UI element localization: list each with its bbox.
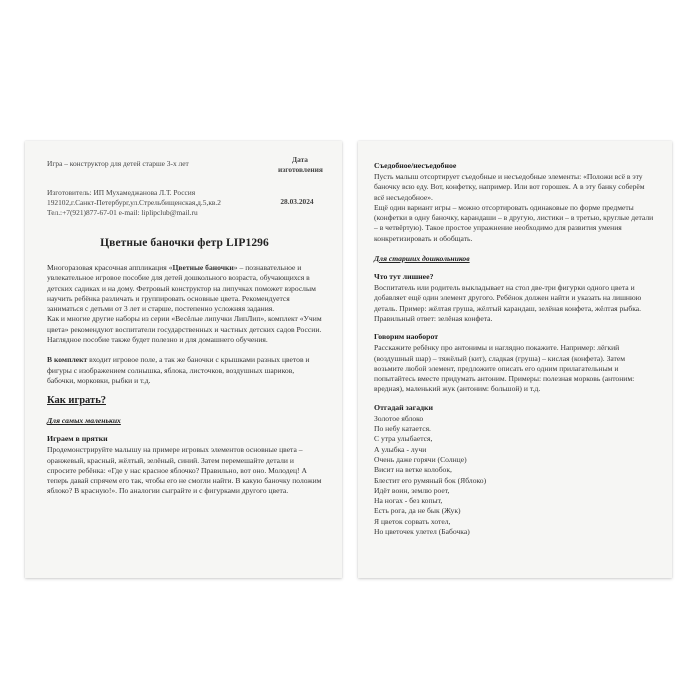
intro-paragraph [47, 263, 322, 314]
riddle-line: Идёт воин, землю роет, [374, 485, 450, 495]
manufacturer-address: 192102,г.Санкт-Петербург,ул.Стрельбищенская,д.5,кв.2 [47, 198, 221, 207]
date-label-line-1: Дата [291, 155, 308, 164]
instruction-sheet-left [25, 141, 342, 578]
manufacturer-line: Изготовитель: ИП Мухамеджанова Л.Т. Россия [47, 188, 196, 197]
hide-and-seek-text: Продемонстрируйте малышу на примере игровых элементов основные цвета – оранжевый, красный, жёлтый, зелёный, синий. Затем перемешайте детали и спросите ребёнка: «Где у нас красное яблочко? Правильно, вот оно. Молодец! А теперь давай спрячем его так, чтобы его не смогли найти. В какую баночку положим яблоко? В красную!». По аналогии сыграйте и с фигурками другого цвета. [47, 445, 322, 496]
youngest-heading: Для самых маленьких [47, 416, 121, 426]
riddles-heading: Отгадай загадки [374, 402, 434, 412]
riddle-line: По небу катается. [374, 424, 431, 434]
riddle-line: На ногах - без копыт, [374, 496, 443, 506]
riddle-line: Очень даже горячи (Солнце) [374, 454, 467, 464]
riddle-line: Но цветочек улетел (Бабочка) [374, 527, 470, 537]
odd-one-out-heading: Что тут лишнее? [374, 272, 434, 282]
riddle-line: Золотое яблоко [374, 413, 424, 423]
manufacturer-contacts: Тел.:+7(921)877-67-01 e-mail: liplipclub@mail.ru [47, 208, 198, 217]
riddles-list [374, 414, 656, 538]
opposites-text: Расскажите ребёнку про антонимы и наглядно покажите. Например: лёгкий (воздушный шар) – тяжёлый (кит), сладкая (груша) – кислая (конфета). Затем возьмите любой элемент, предложите описать его одним прилагательным и попытайтесь вместе придумать антоним. Примеры: полезная морковь (антоним: вредная), маленький жук (антоним: большой) и т.д. [374, 343, 635, 394]
intro-product-name: Цветные баночки [172, 263, 234, 272]
hide-and-seek-heading: Играем в прятки [47, 434, 108, 444]
game-description: Игра – конструктор для детей старше 3-х лет [47, 159, 189, 168]
riddle-line: А улыбка - лучи [374, 444, 427, 454]
date-label [278, 155, 322, 174]
kit-paragraph [47, 355, 322, 386]
riddle-line: Я цветок сорвать хотел, [374, 516, 451, 526]
edible-text: Пусть малыш отсортирует съедобные и несъедобные элементы: «Положи всё в эту баночку всю еду. Вот, конфетку, например. Или вот горошек. А в эту банку соберём всё несъедобное». [374, 172, 645, 202]
product-title: Цветные баночки фетр LIP1296 [100, 237, 269, 249]
variant-text: Ещё один вариант игры – можно отсортировать одинаковые по форме предметы (конфетки в одну баночку, карандаши – в другую, листики – в третью, круглые детали – в четвёртую). Такое простое упражнение необходимо для развития умения конкретизировать и обобщать. [374, 202, 654, 243]
older-kids-heading: Для старших дошкольников [374, 254, 470, 264]
intro-text-end: » – познавательное и увлекательное игровое пособие для детей дошкольного возраста, обучающихся в детских садиках и на дому. Фетровый конструктор на липучках поможет взрослым научить ребёнка различать и группировать основные цвета. Рекомендуется заниматься с детьми от 3 лет и старше, постепенно усложняя задания. [47, 263, 316, 314]
opposites-heading: Говорим наоборот [374, 332, 439, 342]
date-label-line-2: изготовления [278, 164, 323, 174]
kit-label: В комплект [47, 355, 88, 365]
manufacturer-info [47, 188, 261, 218]
riddle-line: Есть рога, да не бык (Жук) [374, 506, 461, 516]
how-to-play-heading: Как играть? [47, 395, 106, 407]
instruction-sheet-right [358, 141, 672, 578]
manufacture-date: 28.03.2024 [280, 197, 314, 206]
kit-text: входит игровое поле, а так же баночки с крышками разных цветов и фигуры с изображением солнышка, яблока, листочков, воздушных шариков, бабочки, морковки, рыбки и т.д. [47, 355, 310, 385]
riddle-line: Блестит его румяный бок (Яблоко) [374, 475, 487, 485]
riddle-line: С утра улыбается, [374, 434, 433, 444]
riddle-line: Висит на ветке колобок, [374, 465, 452, 475]
odd-one-out-text: Воспитатель или родитель выкладывает на стол две-три фигурки одного цвета и добавляет ещё один элемент другого. Ребёнок должен найти и указать на лишнюю деталь. Пример: жёлтая груша, жёлтый карандаш, зелёная конфета, жёлтая рыбка. Правильный ответ: зелёная конфета. [374, 283, 642, 323]
intro-text-start: Многоразовая красочная аппликация « [47, 263, 173, 272]
series-paragraph: Как и многие другие наборы из серии «Весёлые липучки ЛипЛип», комплект «Учим цвета» рекомендуют воспитатели государственных и частных детских садов России. Наглядное пособие также будет полезно и для домашнего обучения. [47, 314, 322, 345]
edible-heading: Съедобное/несъедобное [374, 161, 457, 170]
